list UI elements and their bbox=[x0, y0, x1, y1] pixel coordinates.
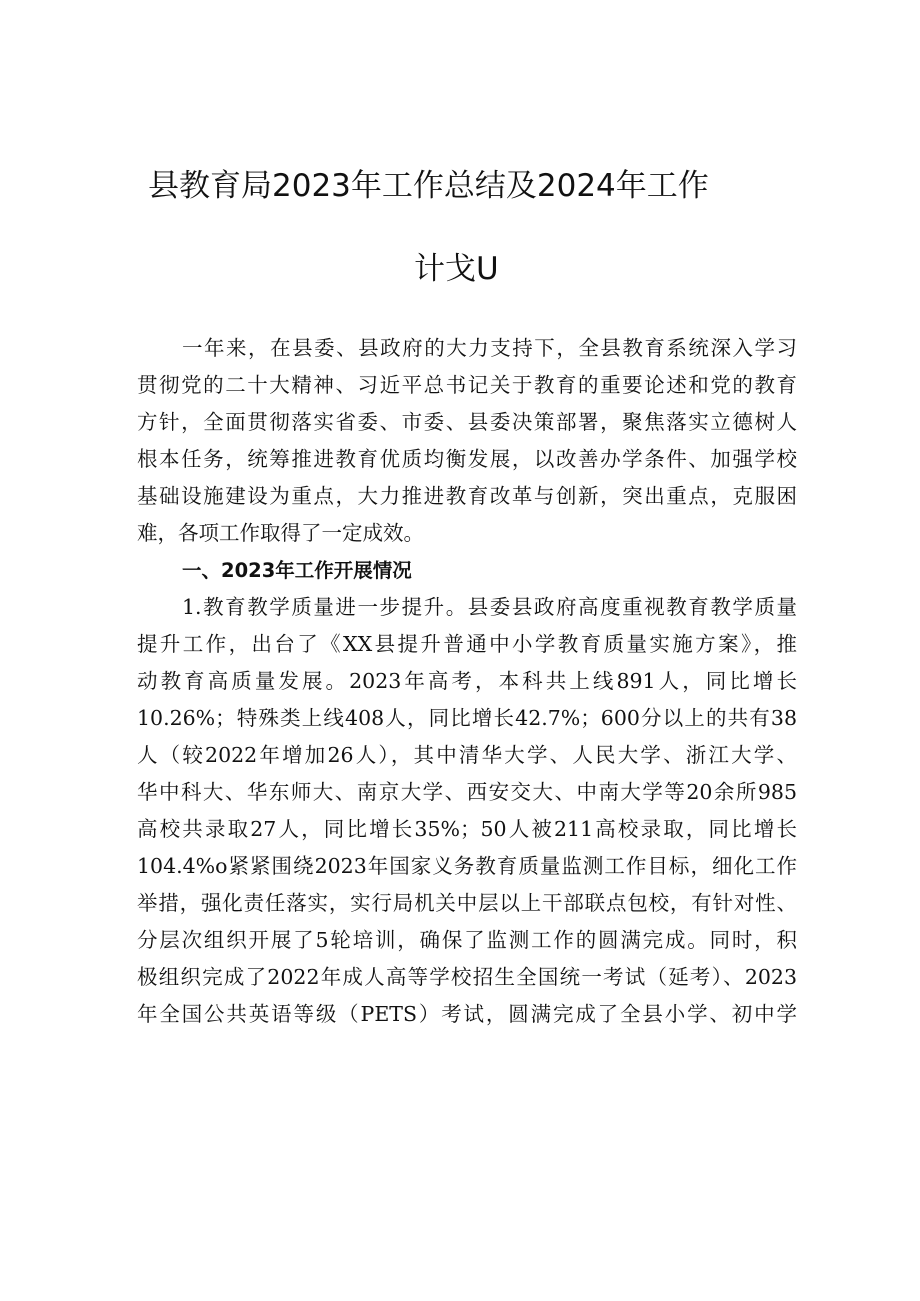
text-line: 104.4%o紧紧围绕2023年国家义务教育质量监测工作目标，细化工作 bbox=[137, 854, 797, 878]
text-line: 难，各项工作取得了一定成效。 bbox=[137, 521, 424, 545]
text-line: 高校共录取27人，同比增长35%；50人被211高校录取，同比增长 bbox=[137, 817, 797, 841]
text-line: 人（较2022年增加26人），其中清华大学、人民大学、浙江大学、 bbox=[137, 743, 797, 767]
text-line: 分层次组织开展了5轮培训，确保了监测工作的圆满完成。同时，积 bbox=[137, 928, 797, 952]
text-line: 极组织完成了2022年成人高等学校招生全国统一考试（延考）、2023 bbox=[137, 965, 797, 989]
text-line: 基础设施建设为重点，大力推进教育改革与创新，突出重点，克服困 bbox=[137, 484, 797, 508]
section-heading: 一、2023年工作开展情况 bbox=[182, 559, 412, 582]
text-line: 方针，全面贯彻落实省委、市委、县委决策部署，聚焦落实立德树人 bbox=[137, 410, 797, 434]
paragraph-intro bbox=[137, 330, 797, 552]
document-title-line-1: 县教育局2023年工作总结及2024年工作 bbox=[148, 168, 709, 204]
text-line: 华中科大、华东师大、南京大学、西安交大、中南大学等20余所985 bbox=[137, 780, 797, 804]
text-line: 10.26%；特殊类上线408人，同比增长42.7%；600分以上的共有38 bbox=[137, 706, 797, 730]
text-line: 年全国公共英语等级（PETS）考试，圆满完成了全县小学、初中学 bbox=[137, 1002, 797, 1026]
text-line: 一年来，在县委、县政府的大力支持下，全县教育系统深入学习 bbox=[182, 336, 797, 360]
text-line: 1.教育教学质量进一步提升。县委县政府高度重视教育教学质量 bbox=[182, 595, 797, 619]
text-line: 动教育高质量发展。2023年高考，本科共上线891人，同比增长 bbox=[137, 669, 797, 693]
text-line: 贯彻党的二十大精神、习近平总书记关于教育的重要论述和党的教育 bbox=[137, 373, 797, 397]
paragraph-quality bbox=[137, 589, 797, 1033]
document-body bbox=[137, 330, 797, 1033]
text-line: 提升工作，出台了《XX县提升普通中小学教育质量实施方案》，推 bbox=[137, 632, 797, 656]
text-line: 根本任务，统筹推进教育优质均衡发展，以改善办学条件、加强学校 bbox=[137, 447, 797, 471]
document-title-line-2: 计戈U bbox=[414, 251, 499, 287]
text-line: 举措，强化责任落实，实行局机关中层以上干部联点包校，有针对性、 bbox=[137, 891, 797, 915]
